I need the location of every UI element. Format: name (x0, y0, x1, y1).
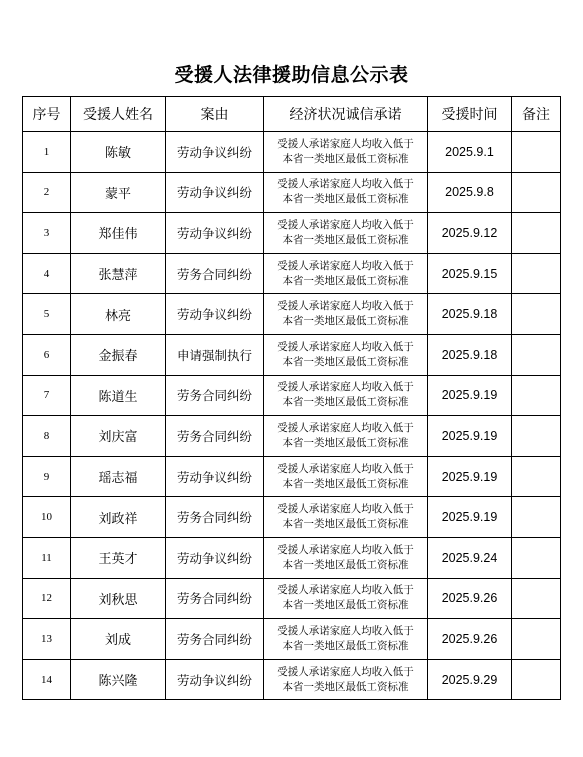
commitment-line-2: 本省一类地区最低工资标准 (282, 355, 409, 368)
table-row (23, 537, 561, 578)
cell-date: 2025.9.19 (428, 375, 512, 416)
cell-name: 刘成 (71, 619, 166, 660)
cell-cause: 劳动争议纠纷 (166, 132, 264, 173)
cell-no: 14 (23, 659, 71, 700)
cell-commitment (264, 578, 428, 619)
commitment-line-1: 受援人承诺家庭人均收入低于 (277, 624, 414, 637)
cell-no: 10 (23, 497, 71, 538)
table-row (23, 456, 561, 497)
cell-no: 1 (23, 132, 71, 173)
commitment-line-1: 受援人承诺家庭人均收入低于 (277, 543, 414, 556)
commitment-line-1: 受援人承诺家庭人均收入低于 (277, 462, 414, 475)
cell-date: 2025.9.19 (428, 456, 512, 497)
cell-date: 2025.9.1 (428, 132, 512, 173)
cell-cause: 劳务合同纠纷 (166, 497, 264, 538)
table-row (23, 375, 561, 416)
cell-commitment (264, 375, 428, 416)
cell-commitment (264, 132, 428, 173)
cell-name: 张慧萍 (71, 253, 166, 294)
table-row (23, 294, 561, 335)
cell-date: 2025.9.24 (428, 537, 512, 578)
commitment-line-1: 受援人承诺家庭人均收入低于 (277, 178, 414, 191)
cell-name: 刘秋思 (71, 578, 166, 619)
table-row (23, 497, 561, 538)
cell-cause: 劳动争议纠纷 (166, 537, 264, 578)
commitment-line-2: 本省一类地区最低工资标准 (282, 193, 409, 206)
cell-commitment (264, 294, 428, 335)
cell-commitment (264, 172, 428, 213)
cell-cause: 劳务合同纠纷 (166, 578, 264, 619)
header-date: 受援时间 (428, 97, 512, 132)
commitment-line-2: 本省一类地区最低工资标准 (282, 274, 409, 287)
cell-cause: 劳务合同纠纷 (166, 416, 264, 457)
table-row (23, 578, 561, 619)
cell-note (512, 294, 561, 335)
table-row (23, 172, 561, 213)
cell-name: 王英才 (71, 537, 166, 578)
cell-no: 4 (23, 253, 71, 294)
header-cause: 案由 (166, 97, 264, 132)
cell-commitment (264, 456, 428, 497)
cell-note (512, 213, 561, 254)
table-row (23, 253, 561, 294)
cell-name: 林亮 (71, 294, 166, 335)
cell-no: 13 (23, 619, 71, 660)
cell-no: 2 (23, 172, 71, 213)
cell-no: 8 (23, 416, 71, 457)
commitment-line-1: 受援人承诺家庭人均收入低于 (277, 137, 414, 150)
cell-date: 2025.9.26 (428, 578, 512, 619)
header-no: 序号 (23, 97, 71, 132)
cell-date: 2025.9.15 (428, 253, 512, 294)
commitment-line-1: 受援人承诺家庭人均收入低于 (277, 300, 414, 313)
commitment-line-2: 本省一类地区最低工资标准 (282, 639, 409, 652)
header-commitment: 经济状况诚信承诺 (264, 97, 428, 132)
commitment-line-2: 本省一类地区最低工资标准 (282, 396, 409, 409)
cell-cause: 劳动争议纠纷 (166, 659, 264, 700)
cell-note (512, 132, 561, 173)
legal-aid-table (22, 96, 561, 700)
cell-commitment (264, 537, 428, 578)
commitment-line-2: 本省一类地区最低工资标准 (282, 518, 409, 531)
cell-cause: 劳动争议纠纷 (166, 456, 264, 497)
cell-date: 2025.9.19 (428, 497, 512, 538)
commitment-line-1: 受援人承诺家庭人均收入低于 (277, 665, 414, 678)
cell-name: 刘政祥 (71, 497, 166, 538)
cell-name: 陈兴隆 (71, 659, 166, 700)
commitment-line-1: 受援人承诺家庭人均收入低于 (277, 340, 414, 353)
cell-cause: 劳动争议纠纷 (166, 172, 264, 213)
cell-commitment (264, 619, 428, 660)
commitment-line-1: 受援人承诺家庭人均收入低于 (277, 421, 414, 434)
cell-cause: 劳务合同纠纷 (166, 253, 264, 294)
commitment-line-1: 受援人承诺家庭人均收入低于 (277, 381, 414, 394)
cell-commitment (264, 253, 428, 294)
commitment-line-1: 受援人承诺家庭人均收入低于 (277, 218, 414, 231)
header-note: 备注 (512, 97, 561, 132)
cell-cause: 劳动争议纠纷 (166, 213, 264, 254)
table-body (23, 132, 561, 700)
cell-note (512, 497, 561, 538)
header-name: 受援人姓名 (71, 97, 166, 132)
commitment-line-2: 本省一类地区最低工资标准 (282, 599, 409, 612)
table-header-row (23, 97, 561, 132)
cell-no: 6 (23, 334, 71, 375)
commitment-line-1: 受援人承诺家庭人均收入低于 (277, 503, 414, 516)
cell-note (512, 253, 561, 294)
table-row (23, 619, 561, 660)
cell-note (512, 375, 561, 416)
commitment-line-2: 本省一类地区最低工资标准 (282, 680, 409, 693)
cell-cause: 劳动争议纠纷 (166, 294, 264, 335)
cell-name: 陈敏 (71, 132, 166, 173)
cell-commitment (264, 334, 428, 375)
table-row (23, 659, 561, 700)
cell-name: 陈道生 (71, 375, 166, 416)
table-row (23, 213, 561, 254)
cell-name: 金振春 (71, 334, 166, 375)
cell-date: 2025.9.26 (428, 619, 512, 660)
cell-no: 12 (23, 578, 71, 619)
cell-cause: 劳务合同纠纷 (166, 619, 264, 660)
commitment-line-2: 本省一类地区最低工资标准 (282, 477, 409, 490)
cell-no: 11 (23, 537, 71, 578)
cell-commitment (264, 416, 428, 457)
page-title: 受援人法律援助信息公示表 (174, 64, 409, 86)
cell-note (512, 619, 561, 660)
cell-name: 郑佳伟 (71, 213, 166, 254)
cell-note (512, 578, 561, 619)
commitment-line-2: 本省一类地区最低工资标准 (282, 558, 409, 571)
cell-name: 瑶志福 (71, 456, 166, 497)
cell-date: 2025.9.29 (428, 659, 512, 700)
cell-note (512, 537, 561, 578)
cell-no: 9 (23, 456, 71, 497)
cell-date: 2025.9.12 (428, 213, 512, 254)
cell-commitment (264, 213, 428, 254)
table-row (23, 334, 561, 375)
cell-name: 刘庆富 (71, 416, 166, 457)
table-row (23, 416, 561, 457)
cell-no: 7 (23, 375, 71, 416)
commitment-line-1: 受援人承诺家庭人均收入低于 (277, 259, 414, 272)
cell-note (512, 659, 561, 700)
cell-date: 2025.9.18 (428, 334, 512, 375)
cell-note (512, 456, 561, 497)
cell-name: 蒙平 (71, 172, 166, 213)
cell-commitment (264, 497, 428, 538)
commitment-line-2: 本省一类地区最低工资标准 (282, 233, 409, 246)
cell-date: 2025.9.19 (428, 416, 512, 457)
cell-date: 2025.9.8 (428, 172, 512, 213)
cell-date: 2025.9.18 (428, 294, 512, 335)
commitment-line-2: 本省一类地区最低工资标准 (282, 152, 409, 165)
cell-commitment (264, 659, 428, 700)
cell-no: 3 (23, 213, 71, 254)
cell-note (512, 416, 561, 457)
cell-cause: 申请强制执行 (166, 334, 264, 375)
commitment-line-2: 本省一类地区最低工资标准 (282, 436, 409, 449)
cell-cause: 劳务合同纠纷 (166, 375, 264, 416)
cell-no: 5 (23, 294, 71, 335)
commitment-line-1: 受援人承诺家庭人均收入低于 (277, 584, 414, 597)
table-row (23, 132, 561, 173)
commitment-line-2: 本省一类地区最低工资标准 (282, 315, 409, 328)
cell-note (512, 334, 561, 375)
cell-note (512, 172, 561, 213)
